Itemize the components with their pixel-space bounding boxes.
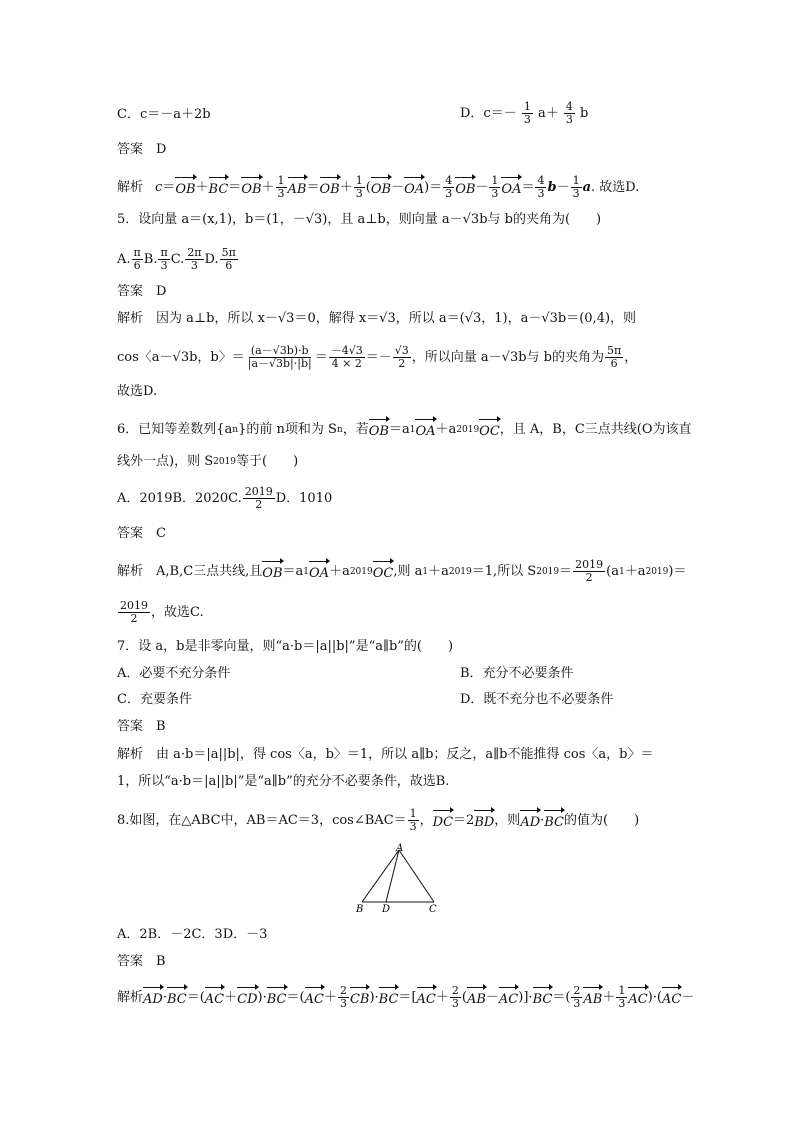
q4-solution: 解析 c ＝ OB ＋ BC ＝ OB ＋ $\frac{1}{3}$ AB ＝ OB ＋ $\frac{1}{3}$ ( OB － OA )＝ $\frac{4}{3}$ OB － $\frac{1}{3}$ OA ＝ $\frac{4}{3}$ b － $\frac{1}{3}$ a . 故选D. [117, 174, 640, 200]
triangle-figure [352, 842, 446, 914]
label-b: B [356, 904, 364, 914]
q8-answer: 答案 B [117, 954, 166, 969]
q4-option-c: C．c＝－a＋2b [117, 107, 211, 122]
q5-stem: 5．设向量 a＝(x,1)，b＝(1，－√3)，且 a⊥b，则向量 a－√3b与 b的夹角为( ) [117, 212, 602, 227]
label-c: C [429, 904, 437, 914]
label-a: A [396, 843, 404, 854]
q6-solution-1: 解析 A,B,C三点共线,且 OB ＝a 1 OA ＋a 2019 OC ,则 a 1 ＋a 2019 ＝1,所以 S 2019 ＝ $\frac{2019}{2}$ (a 1 ＋a 2019 )＝ [117, 558, 687, 584]
q7-answer: 答案 B [117, 719, 166, 734]
q4-options [117, 100, 684, 126]
q8-options: A．2B．－2C．3D．－3 [117, 927, 268, 942]
label-d: D [382, 904, 391, 914]
q6-answer: 答案 C [117, 526, 166, 541]
q8-solution: 解析 AD · BC ＝( AC ＋ CD )· BC ＝ ( AC ＋ $\frac{2}{3}$ CB ) · BC ＝ [ AC ＋ $\frac{2}{3}$ ( AB － AC ) ] · BC ＝ ( $\frac{2}{3}$ AB ＋ $\frac{1}{3}$ AC ) ·( AC － [117, 984, 695, 1010]
q7-solution-1: 解析 由 a·b＝|a||b|，得 cos〈a，b〉＝1，所以 a∥b；反之，a∥b不能推得 cos〈a，b〉＝ [117, 747, 654, 762]
q5-solution-1: 解析 因为 a⊥b，所以 x－√3＝0，解得 x＝√3，所以 a＝(√3，1)，a－√3b＝(0,4)，则 [117, 311, 637, 326]
q7-solution-2: 1，所以“a·b＝|a||b|”是“a∥b”的充分不必要条件，故选B. [117, 774, 450, 789]
q5-solution-2: cos〈a－√3b，b〉＝ $\frac{(a-√3b)\cdot b}{|a-√3b|\cdot|b|}$ ＝ $\frac{-4√3}{4 \times 2}$ ＝－ $\frac{√3}{2}$ ，所以向量 a－√3b与 b的夹角为 $\frac{5\pi}{6}$ ， [117, 344, 638, 370]
q4-option-d: D．c＝－ $\frac{1}{3}$ a＋ $\frac{4}{3}$ b [460, 100, 589, 126]
q4-answer: 答案 D [117, 142, 167, 157]
q7-stem: 7．设 a，b是非零向量，则“a·b＝|a||b|”是“a∥b”的( ) [117, 639, 454, 654]
q5-options: A. $\frac{\pi}{6}$ B. $\frac{\pi}{3}$ C. $\frac{2\pi}{3}$ D. $\frac{5\pi}{6}$ [117, 246, 236, 272]
q5-solution-3: 故选D. [117, 384, 158, 399]
q7-options-row2: C．充要条件 D．既不充分也不必要条件 [117, 692, 614, 707]
q6-stem-2: 线外一点)，则 S 2019 等于( ) [117, 454, 299, 469]
q7-options-row1: A．必要不充分条件 B．充分不必要条件 [117, 666, 574, 681]
q5-answer: 答案 D [117, 284, 167, 299]
q6-options: A．2019B．2020C. $\frac{2019}{2}$ D．1010 [117, 485, 333, 511]
q6-solution-2: $\frac{2019}{2}$ ，故选C. [120, 599, 204, 625]
q6-stem-1: 6．已知等差数列{a n }的前 n项和为 S n ，若 OB ＝a 1 OA ＋a 2019 OC ，且 A，B，C三点共线(O为该直 [117, 418, 684, 442]
q8-stem: 8.如图，在△ABC中，AB＝AC＝3，cos∠BAC＝ $\frac{1}{3}$ ， DC ＝2 BD ，则 AD · BC 的值为( ) [117, 807, 640, 833]
